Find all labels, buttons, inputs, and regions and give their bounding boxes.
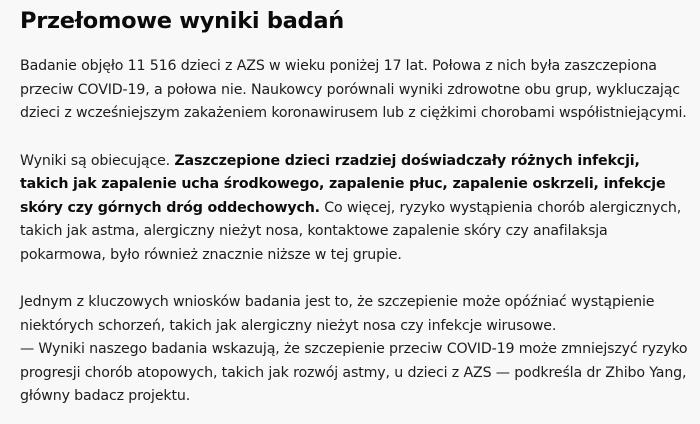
paragraph-conclusions bbox=[20, 291, 692, 409]
researcher-quote: — Wyniki naszego badania wskazują, że szczepienie przeciw COVID-19 może zmniejszyć ryzyko progresji chorób atopowych, takich jak rozwój astmy, u dzieci z AZS — podkreśla dr Zhibo Yang, główny badacz projektu. bbox=[20, 341, 688, 404]
results-rest-text: Co więcej, ryzyko wystąpienia chorób alergicznych, takich jak astma, alergiczny nieżyt nosa, kontaktowe zapalenie skóry czy anafilaksja pokarmowa, było również znacznie niższe w tej grupie. bbox=[20, 199, 682, 263]
results-intro-text: Wyniki są obiecujące. bbox=[20, 152, 175, 169]
conclusion-text: Jednym z kluczowych wniosków badania jest to, że szczepienie może opóźniać wystąpienie niektórych schorzeń, takich jak alergiczny nieżyt nosa czy infekcje wirusowe. bbox=[20, 294, 655, 334]
section-heading: Przełomowe wyniki badań bbox=[20, 8, 344, 34]
paragraph-results bbox=[20, 150, 692, 268]
results-bold-text: Zaszczepione dzieci rzadziej doświadczały różnych infekcji, takich jak zapalenie ucha środkowego, zapalenie płuc, zapalenie oskrzeli, infekcje skóry czy górnych dróg oddechowych. bbox=[20, 152, 666, 216]
paragraph-study-description: Badanie objęło 11 516 dzieci z AZS w wieku poniżej 17 lat. Połowa z nich była zaszczepiona przeciw COVID-19, a połowa nie. Naukowcy porównali wyniki zdrowotne obu grup, wykluczając dzieci z wcześniejszym zakażeniem koronawirusem lub z ciężkimi chorobami współistniejącymi. bbox=[20, 58, 687, 121]
